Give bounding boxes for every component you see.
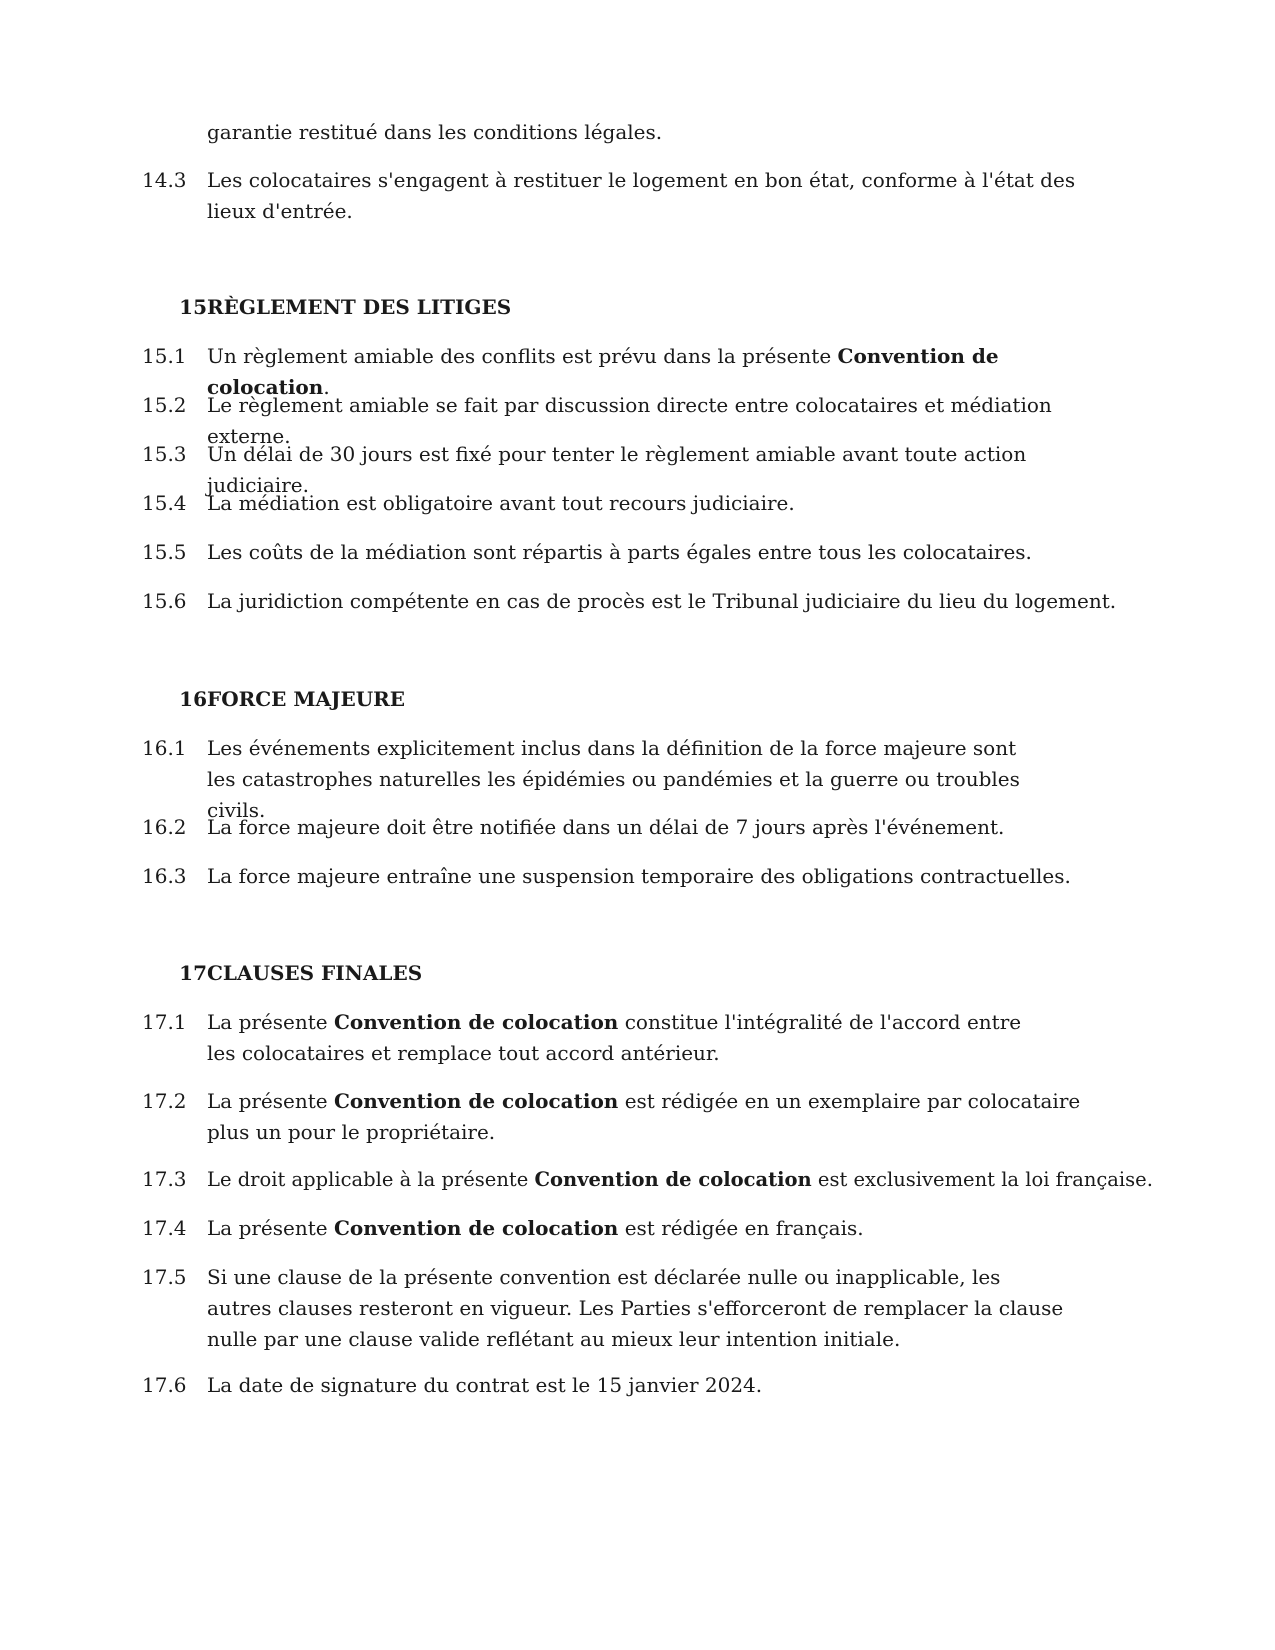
section-heading-17 [142, 958, 1127, 989]
clause-number: 15.4 [142, 491, 187, 515]
clause-14-2-continuation: garantie restitué dans les conditions légales. [207, 120, 663, 144]
clause-number: 17.3 [142, 1167, 187, 1191]
clause-number: 17.5 [142, 1265, 187, 1289]
clause-15-5 [142, 537, 1127, 568]
clause-number: 16.1 [142, 736, 187, 760]
clause-text: Le droit applicable à la présente Convention de colocation est exclusivement la loi française. [207, 1168, 1153, 1191]
clause-15-6 [142, 586, 1127, 617]
clause-text: La juridiction compétente en cas de procès est le Tribunal judiciaire du lieu du logement. [207, 589, 1117, 613]
clause-17-6 [142, 1370, 1127, 1401]
clause-text: Un délai de 30 jours est fixé pour tenter le règlement amiable avant toute action judiciaire. [207, 442, 1027, 497]
section-number: 16 [179, 687, 207, 711]
section-title: CLAUSES FINALES [207, 961, 423, 985]
clause-text: La date de signature du contrat est le 15 janvier 2024. [207, 1373, 763, 1397]
clause-text: Les coûts de la médiation sont répartis à parts égales entre tous les colocataires. [207, 540, 1032, 564]
section-title: RÈGLEMENT DES LITIGES [207, 295, 512, 319]
clause-15-4 [142, 488, 1127, 519]
clause-number: 17.6 [142, 1373, 187, 1397]
clause-number: 14.3 [142, 168, 187, 192]
section-title: FORCE MAJEURE [207, 687, 406, 711]
defined-term: Convention de colocation [333, 1216, 619, 1240]
section-heading-15 [142, 292, 1127, 323]
clause-16-2 [142, 812, 1127, 843]
clause-text: La médiation est obligatoire avant tout recours judiciaire. [207, 491, 795, 515]
clause-text: La présente Convention de colocation est rédigée en un exemplaire par colocataire plus un pour le propriétaire. [207, 1089, 1081, 1144]
section-number: 15 [179, 295, 207, 319]
clause-14-3 [142, 165, 1127, 227]
clause-number: 15.1 [142, 344, 187, 368]
section-heading-16 [142, 684, 1127, 715]
clause-number: 15.5 [142, 540, 187, 564]
clause-17-4 [142, 1213, 1127, 1244]
clause-text: Les colocataires s'engagent à restituer le logement en bon état, conforme à l'état des lieux d'entrée. [207, 168, 1076, 223]
section-number: 17 [179, 961, 207, 985]
clause-text: Un règlement amiable des conflits est prévu dans la présente Convention de colocation. [207, 344, 999, 399]
defined-term: Convention de colocation [207, 344, 999, 399]
clause-17-3 [142, 1164, 1153, 1195]
clause-text: Les événements explicitement inclus dans la définition de la force majeure sont les catastrophes naturelles les épidémies ou pandémies et la guerre ou troubles civils. [207, 736, 1020, 822]
clause-number: 15.3 [142, 442, 187, 466]
clause-17-1 [142, 1007, 1127, 1069]
clause-number: 15.2 [142, 393, 187, 417]
clause-text: Le règlement amiable se fait par discussion directe entre colocataires et médiation externe. [207, 393, 1052, 448]
clause-number: 17.1 [142, 1010, 187, 1034]
clause-number: 17.4 [142, 1216, 187, 1240]
clause-16-3 [142, 861, 1127, 892]
clause-text: La force majeure doit être notifiée dans un délai de 7 jours après l'événement. [207, 815, 1005, 839]
clause-number: 15.6 [142, 589, 187, 613]
clause-17-5 [142, 1262, 1127, 1355]
defined-term: Convention de colocation [333, 1089, 619, 1113]
clause-text: La présente Convention de colocation est rédigée en français. [207, 1216, 864, 1240]
clause-17-2 [142, 1086, 1127, 1148]
clause-number: 16.2 [142, 815, 187, 839]
clause-text: Si une clause de la présente convention est déclarée nulle ou inapplicable, les autres clauses resteront en vigueur. Les Parties s'efforceront de remplacer la clause nulle par une clause valide reflétant au mieux leur intention initiale. [207, 1265, 1064, 1351]
defined-term: Convention de colocation [333, 1010, 619, 1034]
clause-number: 16.3 [142, 864, 187, 888]
defined-term: Convention de colocation [534, 1168, 812, 1191]
clause-text: La présente Convention de colocation constitue l'intégralité de l'accord entre les colocataires et remplace tout accord antérieur. [207, 1010, 1022, 1065]
clause-number: 17.2 [142, 1089, 187, 1113]
clause-text: La force majeure entraîne une suspension temporaire des obligations contractuelles. [207, 864, 1071, 888]
